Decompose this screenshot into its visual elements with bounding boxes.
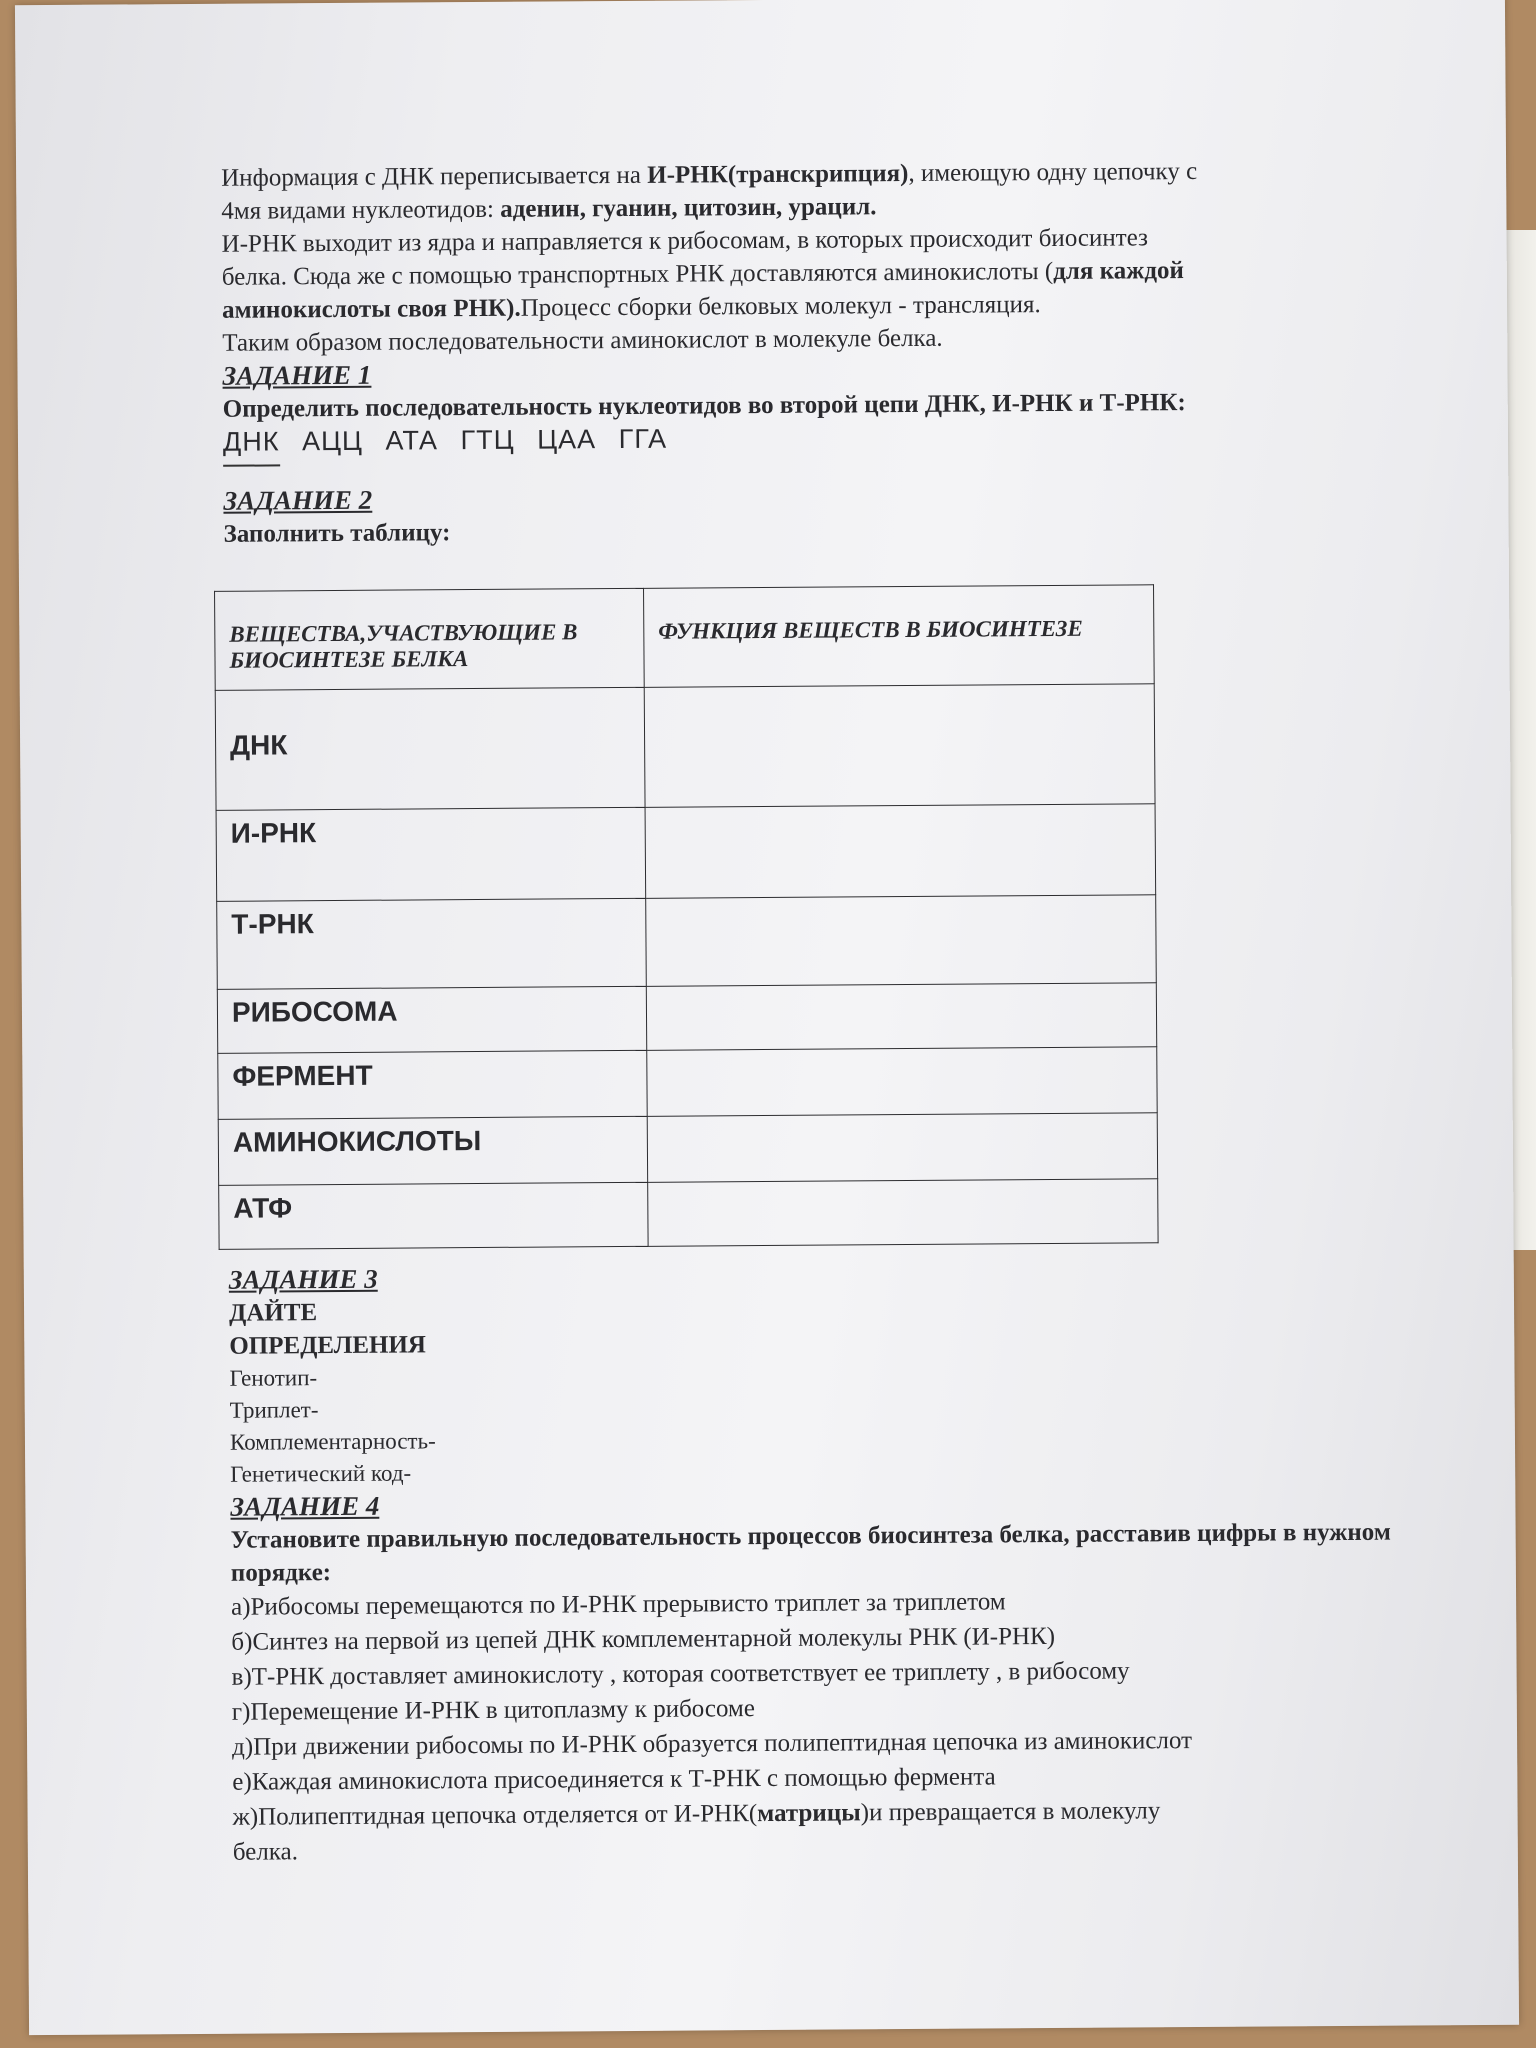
table-cell-substance: РИБОСОМА <box>217 986 646 1053</box>
table-row <box>218 1047 1157 1120</box>
intro-line: Таким образом последовательности аминокислот в молекуле белка. <box>222 324 943 357</box>
table-cell-substance: ДНК <box>215 687 645 810</box>
step-bold-text: матрицы <box>757 1799 861 1828</box>
intro-bold-text: аденин, гуанин, цитозин, урацил. <box>500 193 877 223</box>
definition-term: Триплет- <box>229 1397 319 1423</box>
task4-section <box>230 1483 1413 1870</box>
dna-sequence <box>223 418 1403 459</box>
biosynthesis-table <box>214 584 1159 1250</box>
step-item: д)При движении рибосомы по И-РНК образуется полипептидная цепочка из аминокислот <box>232 1727 1193 1761</box>
table-header-substances: ВЕЩЕСТВА,УЧАСТВУЮЩИЕ В БИОСИНТЕЗЕ БЕЛКА <box>215 588 645 690</box>
task1-section <box>222 352 1403 459</box>
table-cell-function[interactable] <box>646 983 1156 1051</box>
table-cell-function[interactable] <box>647 1113 1157 1183</box>
table-header-row <box>215 585 1155 691</box>
table-cell-substance: И-РНК <box>216 807 646 901</box>
step-item: б)Синтез на первой из цепей ДНК комплементарной молекулы РНК (И-РНК) <box>231 1623 1056 1656</box>
table-cell-substance: АТФ <box>219 1182 648 1249</box>
definition-term: Генотип- <box>229 1365 318 1391</box>
task4-title: ЗАДАНИЕ 4 <box>230 1490 380 1522</box>
step-item: в)Т-РНК доставляет аминокислоту , которая соответствует ее триплету , в рибосому <box>231 1657 1130 1691</box>
table-cell-function[interactable] <box>644 684 1155 808</box>
table-cell-substance: Т-РНК <box>217 898 647 989</box>
task2-text: Заполнить таблицу: <box>223 519 451 548</box>
table-header-functions: ФУНКЦИЯ ВЕЩЕСТВ В БИОСИНТЕЗЕ <box>644 585 1155 688</box>
dna-triplet: АЦЦ <box>301 425 364 457</box>
table-cell-function[interactable] <box>645 804 1156 899</box>
step-item: а)Рибосомы перемещаются по И-РНК прерывисто триплет за триплетом <box>231 1588 1006 1621</box>
intro-text: , имеющую одну цепочку с <box>908 157 1198 187</box>
definition-term: Генетический код- <box>230 1460 412 1487</box>
steps-list <box>231 1582 1413 1870</box>
dna-label: ДНК <box>223 426 280 466</box>
table-cell-function[interactable] <box>646 895 1157 987</box>
task2-title: ЗАДАНИЕ 2 <box>223 484 373 516</box>
intro-line: И-РНК выходит из ядра и направляется к рибосомам, в которых происходит биосинтез <box>221 224 1149 258</box>
worksheet-content <box>221 154 1413 1870</box>
intro-section <box>221 154 1402 360</box>
task4-text: Установите правильную последовательность процессов биосинтеза белка, расставив цифры в нужном порядке: <box>230 1518 1391 1587</box>
dna-triplet: АТА <box>385 425 439 456</box>
intro-text: Информация с ДНК переписывается на <box>221 161 648 192</box>
task3-line: ОПРЕДЕЛЕНИЯ <box>229 1331 427 1360</box>
task2-section <box>223 477 1408 1250</box>
step-item: е)Каждая аминокислота присоединяется к Т-РНК с помощью фермента <box>232 1763 996 1796</box>
step-item: белка. <box>232 1838 299 1866</box>
table-cell-function[interactable] <box>647 1047 1157 1117</box>
table-row <box>217 983 1156 1054</box>
intro-bold-text: для каждой <box>1053 257 1184 285</box>
dna-triplet: ЦАА <box>537 424 597 455</box>
step-text: )и превращается в молекулу <box>860 1797 1161 1827</box>
table-row <box>219 1179 1158 1250</box>
table-row <box>218 1113 1157 1186</box>
table-cell-substance: АМИНОКИСЛОТЫ <box>218 1116 647 1185</box>
task1-title: ЗАДАНИЕ 1 <box>222 359 372 391</box>
dna-triplet: ГГА <box>618 423 668 455</box>
table-row <box>216 804 1156 902</box>
intro-bold-text: аминокислоты своя РНК). <box>221 294 521 324</box>
definition-term: Комплементарность- <box>229 1428 436 1455</box>
task3-line: ДАЙТЕ <box>228 1299 318 1327</box>
task1-text: Определить последовательность нуклеотидов во второй цепи ДНК, И-РНК и Т-РНК: <box>222 389 1186 423</box>
task3-section <box>229 1256 1411 1491</box>
definitions-list <box>229 1355 1410 1491</box>
task3-title: ЗАДАНИЕ 3 <box>228 1263 378 1295</box>
intro-text: 4мя видами нуклеотидов: <box>221 195 501 225</box>
table-cell-function[interactable] <box>648 1179 1158 1247</box>
worksheet-page <box>15 0 1519 2035</box>
intro-bold-text: И-РНК(транскрипция) <box>647 159 909 189</box>
table-row <box>217 895 1157 990</box>
intro-text: Процесс сборки белковых молекул - трансляция. <box>520 291 1041 322</box>
dna-triplet: ГТЦ <box>460 424 515 456</box>
step-text: ж)Полипептидная цепочка отделяется от И-РНК( <box>232 1800 758 1831</box>
intro-text: белка. Сюда же с помощью транспортных РНК доставляются аминокислоты ( <box>221 257 1054 291</box>
step-item: г)Перемещение И-РНК в цитоплазму к рибосоме <box>231 1695 755 1726</box>
table-cell-substance: ФЕРМЕНТ <box>218 1050 647 1119</box>
table-row <box>215 684 1155 811</box>
